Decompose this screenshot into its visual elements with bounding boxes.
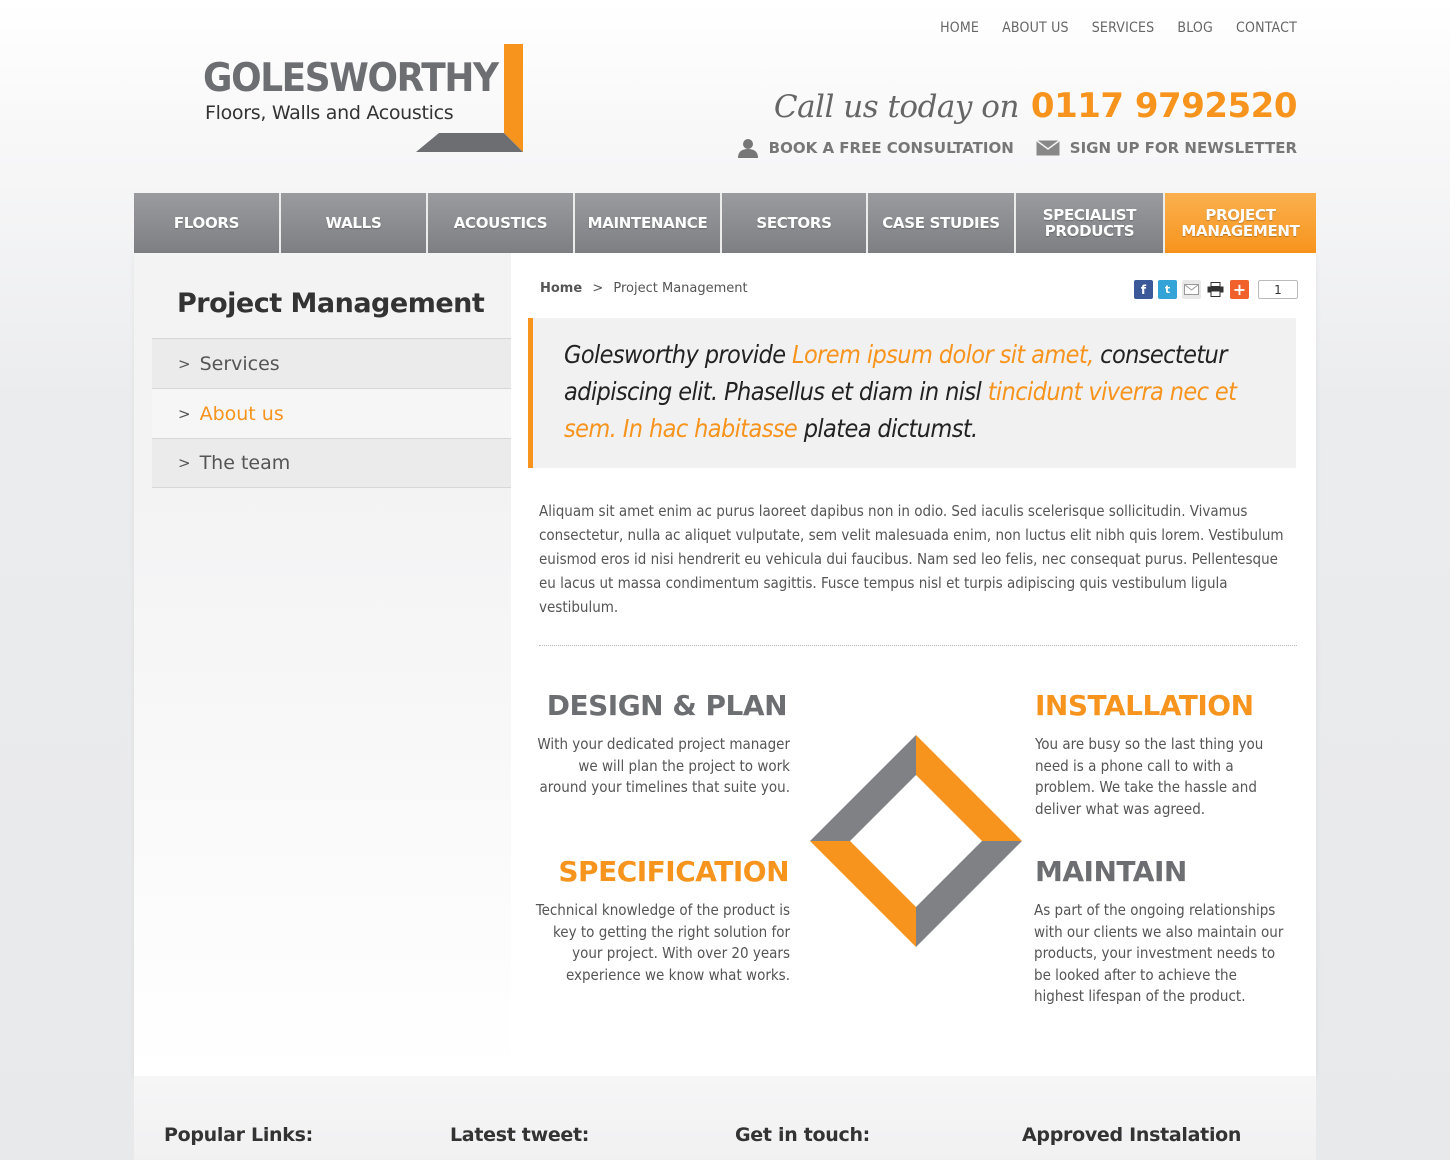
email-icon[interactable] bbox=[1182, 280, 1201, 299]
logo-subtitle: Floors, Walls and Acoustics bbox=[205, 102, 454, 124]
footer bbox=[134, 1076, 1316, 1160]
top-nav bbox=[940, 20, 1297, 36]
nav-maintenance[interactable]: MAINTENANCE bbox=[575, 193, 722, 253]
process-diamond-icon bbox=[808, 733, 1024, 949]
top-nav-services[interactable]: SERVICES bbox=[1091, 20, 1155, 36]
sidebar-item-label: The team bbox=[199, 452, 291, 474]
sidebar-menu bbox=[152, 338, 511, 488]
intro-highlight: Lorem ipsum dolor sit amet, bbox=[792, 340, 1094, 369]
nav-floors[interactable]: FLOORS bbox=[134, 193, 281, 253]
nav-specialist-products[interactable]: SPECIALIST PRODUCTS bbox=[1016, 193, 1165, 253]
print-icon[interactable] bbox=[1206, 280, 1225, 299]
footer-get-in-touch: Get in touch: bbox=[735, 1124, 870, 1146]
nav-project-management[interactable]: PROJECT MANAGEMENT bbox=[1165, 193, 1316, 253]
nav-acoustics[interactable]: ACOUSTICS bbox=[428, 193, 575, 253]
body-paragraph: Aliquam sit amet enim ac purus laoreet dapibus non in odio. Sed iaculis scelerisque sollicitudin. Vivamus consectetur, nulla ac aliquet vulputate, sem velit malesuada enim, non luctus elit nibh quis lorem. Vestibulum euismod eros id nisi hendrerit eu vehicula dui faucibus. Nam sed leo felis, nec consequat purus. Pellentesque eu lacus ut massa condimentum sagittis. Fusce tempus nisl et turpis adipiscing quis vestibulum ligula vestibulum. bbox=[539, 502, 1284, 616]
newsletter-label: SIGN UP FOR NEWSLETTER bbox=[1069, 139, 1297, 157]
content-panel bbox=[134, 253, 1316, 1076]
logo-title: GOLESWORTHY bbox=[203, 56, 498, 101]
intro-text: platea dictumst. bbox=[797, 414, 978, 443]
breadcrumb-separator: > bbox=[592, 281, 604, 296]
chevron-right-icon: > bbox=[178, 354, 191, 373]
sidebar-item-the-team[interactable] bbox=[152, 438, 511, 488]
sidebar-item-services[interactable] bbox=[152, 338, 511, 388]
breadcrumb-current: Project Management bbox=[613, 281, 748, 296]
user-icon bbox=[737, 138, 759, 158]
envelope-icon bbox=[1036, 140, 1060, 156]
newsletter-link[interactable] bbox=[1036, 139, 1297, 157]
design-plan-text: With your dedicated project manager we will plan the project to work around your timelines that suite you. bbox=[537, 735, 790, 796]
maintain-title: MAINTAIN bbox=[1035, 855, 1187, 888]
installation-text: You are busy so the last thing you need is a phone call to with a problem. We take the hassle and deliver what was agreed. bbox=[1035, 735, 1264, 818]
breadcrumb bbox=[540, 281, 748, 296]
intro-highlight: tincidunt viverra nec et sem. In hac habitasse bbox=[564, 377, 1237, 443]
intro-text: Golesworthy provide bbox=[564, 340, 793, 369]
top-nav-about[interactable]: ABOUT US bbox=[1002, 20, 1069, 36]
sidebar-item-label: About us bbox=[199, 402, 284, 425]
top-nav-home[interactable]: HOME bbox=[940, 20, 980, 36]
footer-approved: Approved Instalation bbox=[1022, 1124, 1242, 1146]
breadcrumb-home[interactable]: Home bbox=[540, 281, 583, 296]
sidebar-title: Project Management bbox=[177, 288, 485, 319]
installation-title: INSTALLATION bbox=[1035, 689, 1254, 722]
header-links bbox=[737, 138, 1297, 158]
plus-icon[interactable]: + bbox=[1230, 280, 1249, 299]
top-nav-contact[interactable]: CONTACT bbox=[1236, 20, 1297, 36]
specification-title: SPECIFICATION bbox=[558, 855, 789, 888]
chevron-right-icon: > bbox=[178, 454, 191, 472]
sidebar bbox=[134, 253, 511, 1076]
design-plan-title: DESIGN & PLAN bbox=[546, 689, 787, 722]
logo[interactable] bbox=[200, 44, 530, 156]
intro-quote bbox=[528, 318, 1296, 468]
specification-text: Technical knowledge of the product is key to getting the right solution for your project. With over 20 years experience we know what works. bbox=[535, 901, 790, 984]
footer-popular-links: Popular Links: bbox=[164, 1124, 313, 1146]
maintain-text: As part of the ongoing relationships with our clients we also maintain our products, your investment needs to be looked after to achieve the highest lifespan of the product. bbox=[1034, 901, 1284, 1005]
intro-text: consectetur adipiscing elit. Phasellus et diam in nisl bbox=[564, 340, 1227, 406]
divider bbox=[539, 645, 1297, 646]
sidebar-item-label: Services bbox=[199, 352, 280, 375]
call-label: Call us today on bbox=[773, 89, 1019, 125]
footer-latest-tweet: Latest tweet: bbox=[450, 1124, 590, 1146]
facebook-icon[interactable]: f bbox=[1134, 280, 1153, 299]
book-consultation-link[interactable] bbox=[737, 138, 1014, 158]
nav-case-studies[interactable]: CASE STUDIES bbox=[868, 193, 1016, 253]
share-count: 1 bbox=[1258, 280, 1298, 299]
phone-number[interactable]: 0117 9792520 bbox=[1030, 86, 1297, 126]
nav-sectors[interactable]: SECTORS bbox=[722, 193, 868, 253]
top-nav-blog[interactable]: BLOG bbox=[1177, 20, 1213, 36]
sidebar-item-about-us[interactable] bbox=[152, 388, 511, 438]
logo-mark-icon bbox=[414, 44, 526, 156]
nav-walls[interactable]: WALLS bbox=[281, 193, 428, 253]
main-content bbox=[528, 253, 1316, 1076]
twitter-icon[interactable]: t bbox=[1158, 280, 1177, 299]
book-consultation-label: BOOK A FREE CONSULTATION bbox=[768, 139, 1014, 157]
call-banner bbox=[774, 86, 1297, 126]
share-bar bbox=[1134, 280, 1298, 299]
chevron-right-icon: > bbox=[178, 404, 191, 423]
main-nav bbox=[134, 193, 1316, 253]
